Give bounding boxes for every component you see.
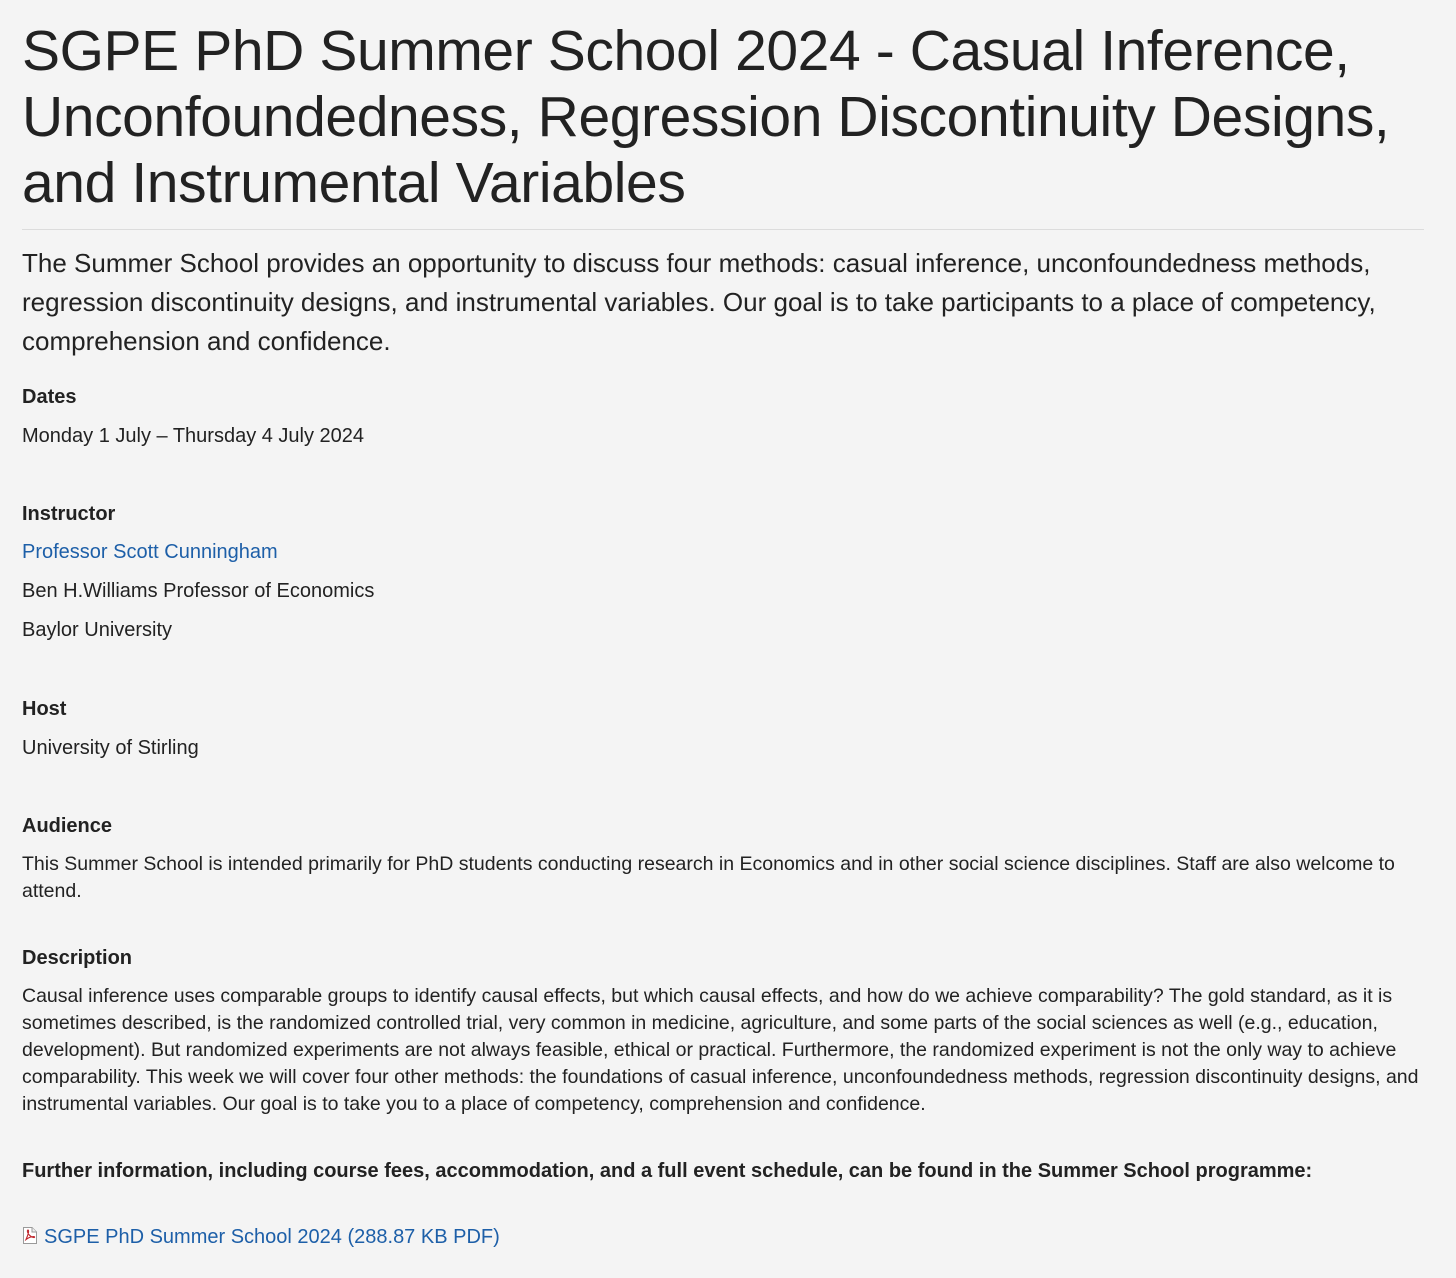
audience-section (22, 812, 1426, 905)
programme-pdf-link[interactable] (22, 1222, 500, 1252)
host-label: Host (22, 698, 67, 720)
instructor-label: Instructor (22, 503, 116, 525)
host-value: University of Stirling (22, 737, 199, 759)
download-section (22, 1222, 1426, 1252)
further-info-section (22, 1157, 1426, 1185)
description-label: Description (22, 947, 133, 969)
page-lead: The Summer School provides an opportunity to discuss four methods: casual inference, unconfoundedness methods, regression discontinuity designs, and instrumental variables. Our goal is to take participants to a place of competency, comprehension and confidence. (22, 248, 1376, 356)
audience-value: This Summer School is intended primarily for PhD students conducting research in Economics and in other social science disciplines. Staff are also welcome to attend. (22, 853, 1395, 902)
description-value: Causal inference uses comparable groups to identify causal effects, but which causal effects, and how do we achieve comparability? The gold standard, as it is sometimes described, is the randomized controlled trial, very common in medicine, agriculture, and some parts of the social sciences as well (e.g., education, development). But randomized experiments are not always feasible, ethical or practical. Furthermore, the randomized experiment is not the only way to achieve comparability. This week we will cover four other methods: the foundations of casual inference, unconfoundedness methods, regression discontinuity designs, and instrumental variables. Our goal is to take you to a place of competency, comprehension and confidence. (22, 985, 1419, 1115)
pdf-file-icon (22, 1224, 38, 1243)
instructor-institution: Baylor University (22, 619, 173, 641)
further-info-text: Further information, including course fees, accommodation, and a full event schedule, can be found in the Summer School programme: (22, 1160, 1313, 1182)
host-section (22, 695, 1426, 762)
audience-label: Audience (22, 815, 113, 837)
instructor-section (22, 500, 1426, 650)
dates-section (22, 383, 1426, 450)
dates-label: Dates (22, 386, 77, 408)
instructor-position: Ben H.Williams Professor of Economics (22, 580, 375, 602)
title-divider (22, 229, 1424, 230)
instructor-name-link[interactable]: Professor Scott Cunningham (22, 541, 278, 563)
description-section (22, 944, 1426, 1118)
programme-pdf-label: SGPE PhD Summer School 2024 (288.87 KB PDF) (44, 1226, 500, 1248)
dates-value: Monday 1 July – Thursday 4 July 2024 (22, 425, 365, 447)
page-title: SGPE PhD Summer School 2024 - Casual Inference, Unconfoundedness, Regression Discontinuity Designs, and Instrumental Variables (22, 19, 1390, 215)
